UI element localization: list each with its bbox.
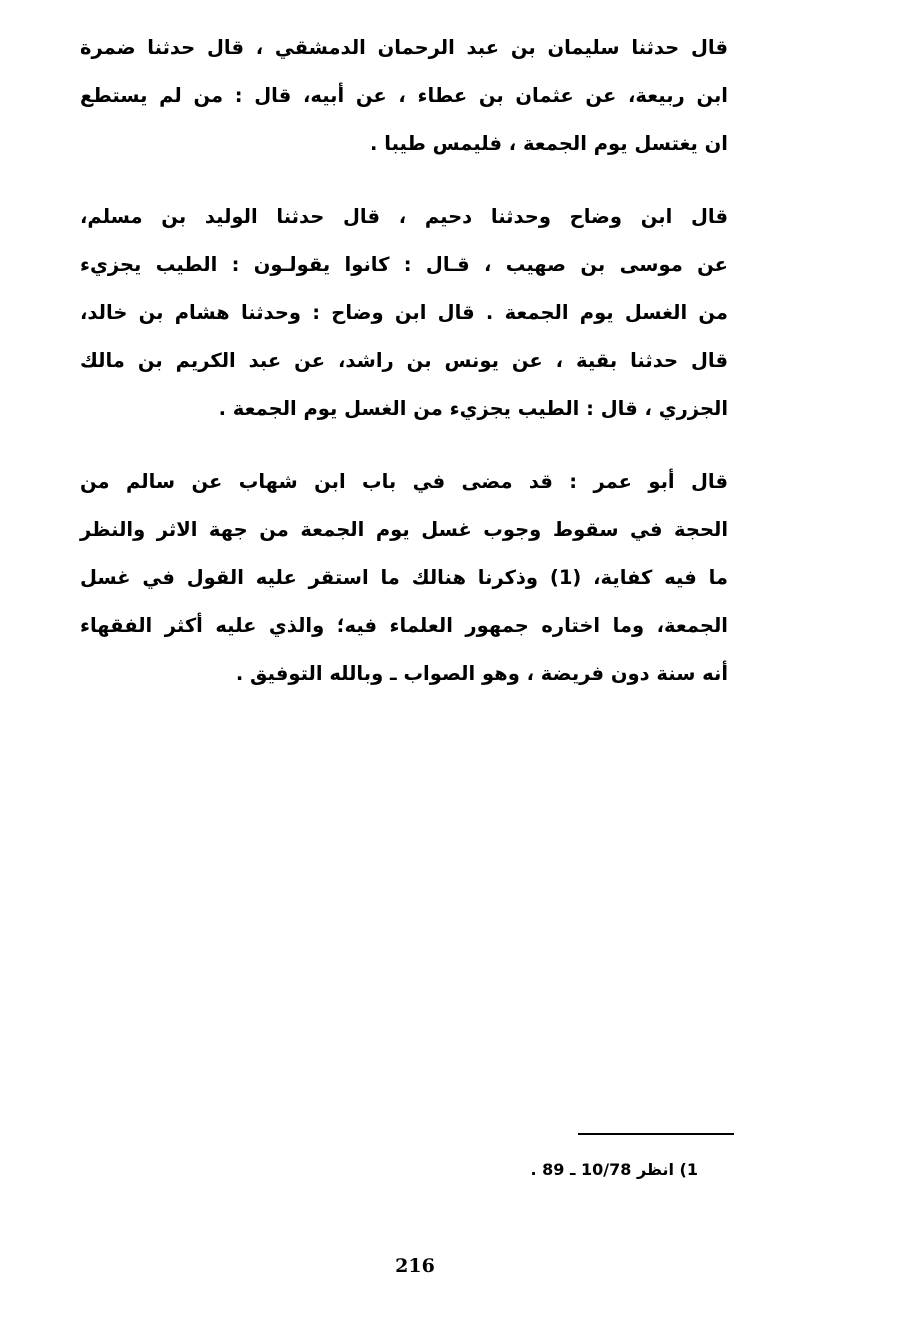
paragraph-line: قال حدثنا سليمان بن عبد الرحمان الدمشقي ، قال حدثنا ضمرة: [80, 36, 728, 59]
footnote: 1) انظر 10/78 ـ 89 .: [530, 1160, 698, 1179]
paragraph-2: [80, 193, 728, 433]
paragraph-line: ان يغتسل يوم الجمعة ، فليمس طيبا .: [370, 132, 728, 155]
paragraph-line: قال ابن وضاح وحدثنا دحيم ، قال حدثنا الوليد بن مسلم،: [80, 205, 728, 228]
paragraph-line: من الغسل يوم الجمعة . قال ابن وضاح : وحدثنا هشام بن خالد،: [80, 301, 728, 324]
paragraph-line: الحجة في سقوط وجوب غسل يوم الجمعة من جهة الاثر والنظر: [80, 518, 728, 541]
page-number: 216: [395, 1255, 435, 1277]
paragraph-line: ابن ربيعة، عن عثمان بن عطاء ، عن أبيه، قال : من لم يستطع: [80, 84, 728, 107]
paragraph-line: عن موسى بن صهيب ، قـال : كانوا يقولـون : الطيب يجزيء: [80, 253, 728, 276]
footnote-divider: [578, 1133, 734, 1135]
paragraph-line: الجزري ، قال : الطيب يجزيء من الغسل يوم الجمعة .: [218, 397, 728, 420]
paragraph-line: أنه سنة دون فريضة ، وهو الصواب ـ وبالله التوفيق .: [235, 662, 728, 685]
paragraph-line: قال حدثنا بقية ، عن يونس بن راشد، عن عبد الكريم بن مالك: [80, 349, 728, 372]
paragraph-1: [80, 24, 728, 168]
paragraph-line: ما فيه كفاية، (1) وذكرنا هنالك ما استقر عليه القول في غسل: [80, 566, 729, 589]
paragraph-line: قال أبو عمر : قد مضى في باب ابن شهاب عن سالم من: [80, 470, 728, 493]
paragraph-3: [80, 458, 728, 698]
paragraph-line: الجمعة، وما اختاره جمهور العلماء فيه؛ والذي عليه أكثر الفقهاء: [80, 614, 728, 637]
